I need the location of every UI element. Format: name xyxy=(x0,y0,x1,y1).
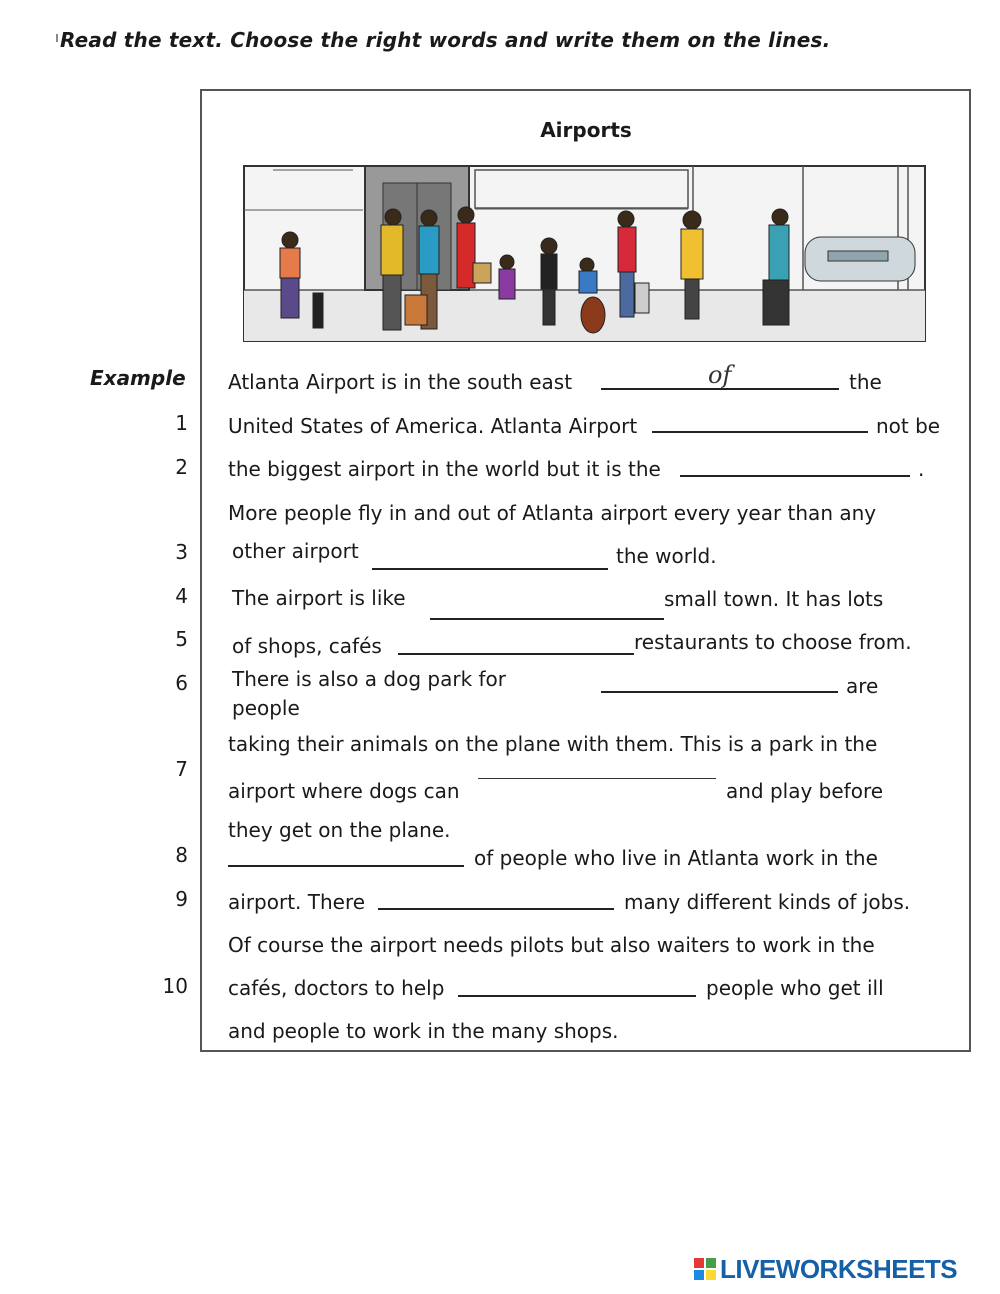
question-number: 5 xyxy=(175,627,188,651)
question-number: 1 xyxy=(175,411,188,435)
question-number: 3 xyxy=(175,540,188,564)
question-number: 2 xyxy=(175,455,188,479)
example-text-a: Atlanta Airport is in the south east xyxy=(228,370,573,394)
line-7-text-c: and play before xyxy=(726,779,884,803)
line-7-text-d: they get on the plane. xyxy=(228,818,451,842)
answer-blank-4[interactable] xyxy=(430,618,664,620)
line-5-text-b: restaurants to choose from. xyxy=(634,630,912,654)
margin-mark xyxy=(56,34,58,42)
line-10-text-b: people who get ill xyxy=(706,976,884,1000)
instruction xyxy=(60,28,830,52)
example-text-b: the xyxy=(849,370,882,394)
line-2-text-a: the biggest airport in the world but it is the xyxy=(228,457,661,481)
line-4-text-b: small town. It has lots xyxy=(664,587,884,611)
answer-blank-8[interactable] xyxy=(228,865,464,867)
line-4-text-a: The airport is like xyxy=(232,586,406,610)
line-7-text-b: airport where dogs can xyxy=(228,779,460,803)
answer-blank-7[interactable] xyxy=(478,778,716,779)
liveworksheets-logo[interactable]: LIVEWORKSHEETS xyxy=(720,1254,958,1284)
question-number: 10 xyxy=(162,974,188,998)
line-1-text-b: not be xyxy=(876,414,941,438)
line-2-text-b: . xyxy=(918,457,925,481)
line-2-continuation: More people fly in and out of Atlanta airport every year than any xyxy=(228,501,877,525)
line-10-text-c: and people to work in the many shops. xyxy=(228,1019,619,1043)
line-9-continuation: Of course the airport needs pilots but also waiters to work in the xyxy=(228,933,875,957)
liveworksheets-logo-icon xyxy=(694,1258,716,1280)
answer-blank-6[interactable] xyxy=(601,691,838,693)
line-10-text-a: cafés, doctors to help xyxy=(228,976,445,1000)
question-number: 9 xyxy=(175,887,188,911)
question-number: 7 xyxy=(175,757,188,781)
line-3-text-a: other airport xyxy=(232,539,359,563)
instruction-text: Read the text. Choose the right words and write them on the lines. xyxy=(60,28,831,52)
answer-blank-1[interactable] xyxy=(652,431,868,433)
line-1-text-a: United States of America. Atlanta Airport xyxy=(228,414,638,438)
example-answer: of xyxy=(708,361,732,389)
answer-blank-10[interactable] xyxy=(458,995,696,997)
answer-blank-2[interactable] xyxy=(680,475,910,477)
example-label: Example xyxy=(90,366,186,390)
line-6-text-c: people xyxy=(232,696,300,720)
line-6-text-a: There is also a dog park for xyxy=(232,667,507,691)
question-number: 4 xyxy=(175,584,188,608)
line-7-text-a: taking their animals on the plane with them. This is a park in the xyxy=(228,732,878,756)
answer-blank-5[interactable] xyxy=(398,653,634,655)
airport-illustration xyxy=(243,165,926,342)
line-9-text-b: many different kinds of jobs. xyxy=(624,890,911,914)
line-6-text-b: are xyxy=(846,674,879,698)
answer-blank-3[interactable] xyxy=(372,568,608,570)
passage-title: Airports xyxy=(540,118,632,142)
line-3-text-b: the world. xyxy=(616,544,717,568)
question-number: 6 xyxy=(175,671,188,695)
line-8-text-b: of people who live in Atlanta work in the xyxy=(474,846,878,870)
line-9-text-a: airport. There xyxy=(228,890,366,914)
answer-blank-9[interactable] xyxy=(378,908,614,910)
line-5-text-a: of shops, cafés xyxy=(232,634,382,658)
question-number: 8 xyxy=(175,843,188,867)
